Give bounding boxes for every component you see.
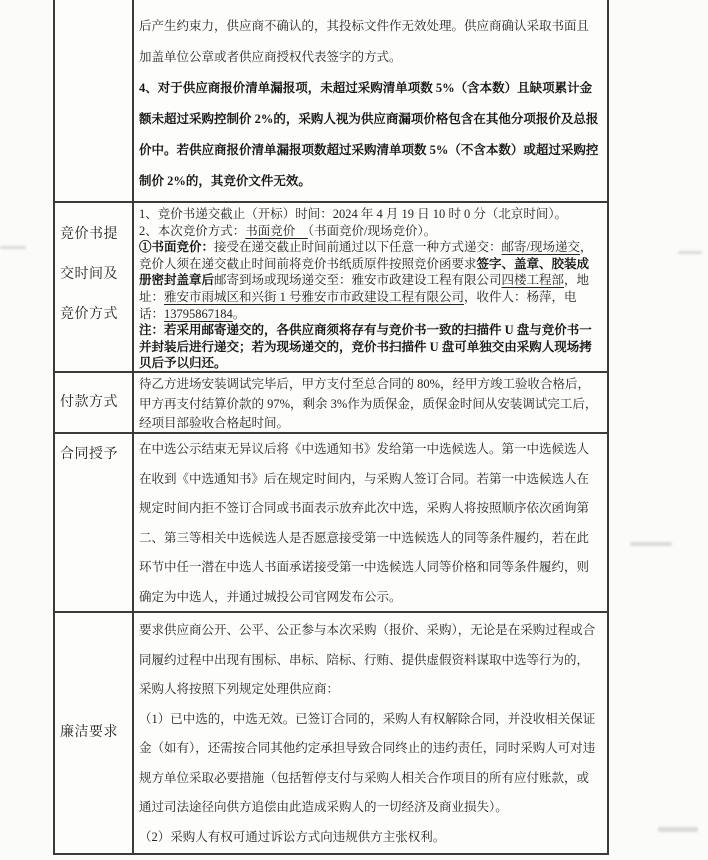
text-run: 在中选公示结束无异议后将《中选通知书》发给第一中选候选人。第一中选候选人在收到《中选通知书》后在规定时间内，与采购人签订合同。若第一中选候选人在规定时间内拒不签订合同或书面表示放弃此次中选，采购人将按照顺序依次函询第二、第三等相关中选候选人是否愿意接受第一中选候选人的同等条件履约，若在此环节中任一潜在中选人书面承诺接受第一中选候选人同等价格和同等条件履约，则确定为中选人，并通过城投公司官网发布公示。 [139,442,590,604]
paragraph [139,322,599,371]
paragraph [139,616,599,705]
paragraph [139,73,599,197]
paragraph [139,823,599,853]
text-run: （1）已中选的，中选无效。已签订合同的，采购人有权解除合同，并没收相关保证金（如有），还需按合同其他约定承担导致合同终止的违约责任，同时采购人可对违规方单位采取必要措施（包括暂停支付与采购人相关合作项目的所有应付账款，或通过司法途径向供方追偿由此造成采购人的一切经济及商业损失）。 [139,711,596,814]
paragraph [139,705,599,823]
text-run: ，地址： [139,273,590,304]
text-run: 四楼工程部 [501,273,565,288]
text-run: 4、对于供应商报价清单漏报项，未超过采购清单项数 5%（含本数）且缺项累计金额未超过采购控制价 2%的，采购人视为供应商漏项价格包含在其他分项报价及总报价中。若供应商报价清单漏报项数超过采购清单项数 5%（不含本数）或超过采购控制价 2%的，其竞价文件无效。 [139,81,599,188]
text-run: 邮寄/现场递交 [501,240,581,255]
text-run: 雅安市雨城区和兴街 1 号雅安市市政建设工程有限公司 [164,289,465,304]
text-run: 接受在递交截止时间前通过以下任意一种方式递交： [214,240,502,255]
row-label: 合同授予 [55,434,134,611]
table-row [55,373,607,434]
row-label: 付款方式 [55,373,134,432]
paragraph [139,223,599,240]
text-run: ，竞价人须在递交截止时间前将竞价书纸质原件按照竞价函要求 [139,240,593,271]
text-run: 。 [232,306,246,321]
paragraph [139,435,599,611]
row-content [134,373,607,432]
row-label: 廉洁要求 [55,613,134,853]
document-table [53,0,609,855]
scan-smudge [630,542,672,546]
text-run: 2、本次竞价方式： [139,223,246,238]
text-run: 邮寄到场或现场递交至：雅安市政建设工程有限公司 [214,273,502,288]
paragraph [139,239,599,322]
paragraph [139,206,599,223]
text-run: 要求供应商公开、公平、公正参与本次采购（报价、采购），无论是在采购过程或合同履约过程中出现有围标、串标、陪标、行贿、提供虚假资料谋取中选等行为的，采购人将按照下列规定处理供应商： [139,623,596,696]
text-run: （2）采购人有权可通过诉讼方式向违规供方主张权利。 [139,829,446,844]
text-run: 13795867184 [164,306,233,321]
paragraph [139,11,599,73]
scan-smudge [0,246,26,249]
paragraph [139,375,599,432]
text-run: 注：若采用邮寄递交的，各供应商须将存有与竞价书一致的扫描件 U 盘与竞价书一并封装后进行递交；若为现场递交的，竞价书扫描件 U 盘可单独交由采购人现场拷贝后予以归还。 [139,323,592,371]
text-run: 1、竞价书递交截止（开标）时间：2024 年 4 月 19 日 10 时 0 分（北京时间）。 [139,207,568,221]
text-run: 书面竞价 [245,223,308,238]
row-label: 竞价书提交时间及竞价方式 [55,203,134,371]
scan-smudge [678,251,702,254]
table-row [55,0,607,203]
text-run: ，收件人：杨萍，电话： [139,289,577,321]
text-run: 签字、盖章、胶装成册密封盖章后 [139,256,590,288]
row-label [55,0,134,201]
text-run: ①书面竞价： [139,240,215,255]
text-run: 后产生约束力，供应商不确认的，其投标文件作无效处理。供应商确认采取书面且加盖单位公章或者供应商授权代表签字的方式。 [139,19,590,64]
table-row [55,203,607,373]
table-row [55,434,607,613]
row-content [134,0,607,201]
row-content [134,613,607,853]
row-content [134,434,607,611]
text-run: （书面竞价/现场竞价）。 [307,223,437,238]
text-run: 待乙方进场安装调试完毕后，甲方支付至总合同的 80%，经甲方竣工验收合格后，甲方再支付结算价款的 97%，剩余 3%作为质保金，质保金时间从安装调试完工后，经项目部验收合格起时间。 [139,377,598,430]
row-content [134,203,607,371]
scan-smudge [658,827,698,832]
table-row [55,613,607,853]
